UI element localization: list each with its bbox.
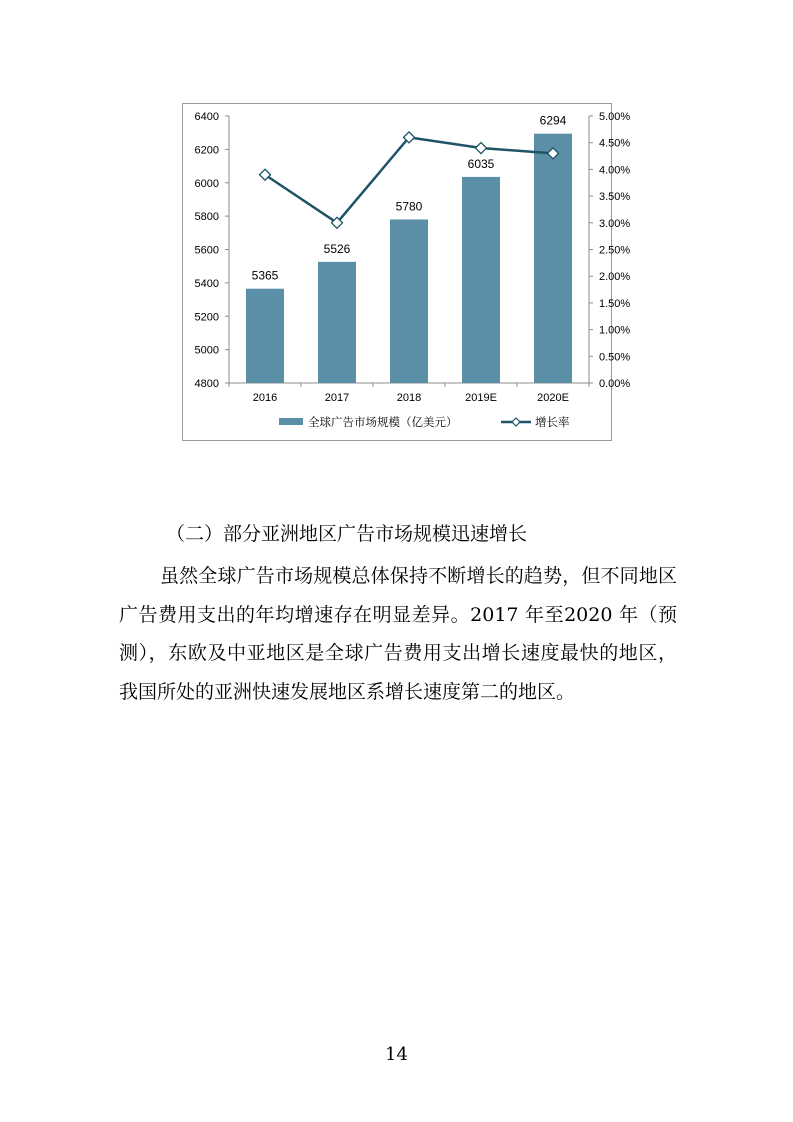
bar	[246, 289, 284, 383]
y-left-tick-label: 5600	[194, 244, 219, 257]
legend-bar-label: 全球广告市场规模（亿美元）	[308, 417, 458, 429]
y-right-tick-label: 5.00%	[599, 111, 631, 123]
page-number: 14	[385, 1044, 408, 1065]
y-left-tick-label: 6000	[194, 177, 219, 190]
y-left-tick-label: 5800	[194, 211, 219, 224]
x-tick-label: 2017	[324, 392, 350, 404]
x-tick-label: 2018	[396, 392, 422, 404]
bar-data-label: 5365	[251, 268, 279, 283]
y-right-tick-label: 4.00%	[599, 164, 631, 177]
legend-bar-swatch	[279, 418, 303, 425]
body-paragraph: 虽然全球广告市场规模总体保持不断增长的趋势，但不同地区广告费用支出的年均增速存在明显差异。2017 年至2020 年（预测），东欧及中亚地区是全球广告费用支出增长速度最快的地区，我国所处的亚洲快速发展地区系增长速度第二的地区。	[119, 565, 677, 703]
chart-container	[182, 103, 631, 441]
y-left-tick-label: 5200	[194, 311, 219, 324]
ad-market-chart	[183, 104, 631, 440]
bar	[390, 219, 428, 383]
x-tick-label: 2019E	[465, 392, 497, 404]
y-right-tick-label: 1.50%	[599, 297, 631, 310]
x-tick-label: 2016	[252, 392, 278, 404]
section-heading: （二）部分亚洲地区广告市场规模迅速增长	[166, 523, 528, 545]
y-left-tick-label: 6200	[194, 144, 219, 157]
bar-data-label: 6035	[467, 156, 495, 171]
y-right-tick-label: 2.50%	[599, 244, 631, 257]
y-left-tick-label: 4800	[194, 378, 219, 390]
y-right-tick-label: 1.00%	[599, 324, 631, 337]
legend-line-label: 增长率	[535, 417, 570, 429]
bar-data-label: 5526	[323, 241, 351, 256]
y-right-tick-label: 3.00%	[599, 217, 631, 230]
y-left-tick-label: 6400	[194, 111, 219, 123]
y-left-tick-label: 5000	[194, 344, 219, 357]
y-right-tick-label: 0.50%	[599, 351, 631, 364]
y-right-tick-label: 2.00%	[599, 271, 631, 284]
bar	[318, 262, 356, 383]
y-right-tick-label: 0.00%	[599, 378, 631, 390]
bar-data-label: 6294	[539, 113, 567, 128]
y-right-tick-label: 4.50%	[599, 137, 631, 150]
y-right-tick-label: 3.50%	[599, 191, 631, 204]
growth-rate-point	[476, 143, 487, 154]
bar	[462, 177, 500, 383]
x-tick-label: 2020E	[537, 392, 569, 404]
legend-line-marker	[512, 418, 520, 426]
bar	[534, 134, 572, 383]
y-left-tick-label: 5400	[194, 277, 219, 290]
bar-data-label: 5780	[395, 199, 423, 214]
